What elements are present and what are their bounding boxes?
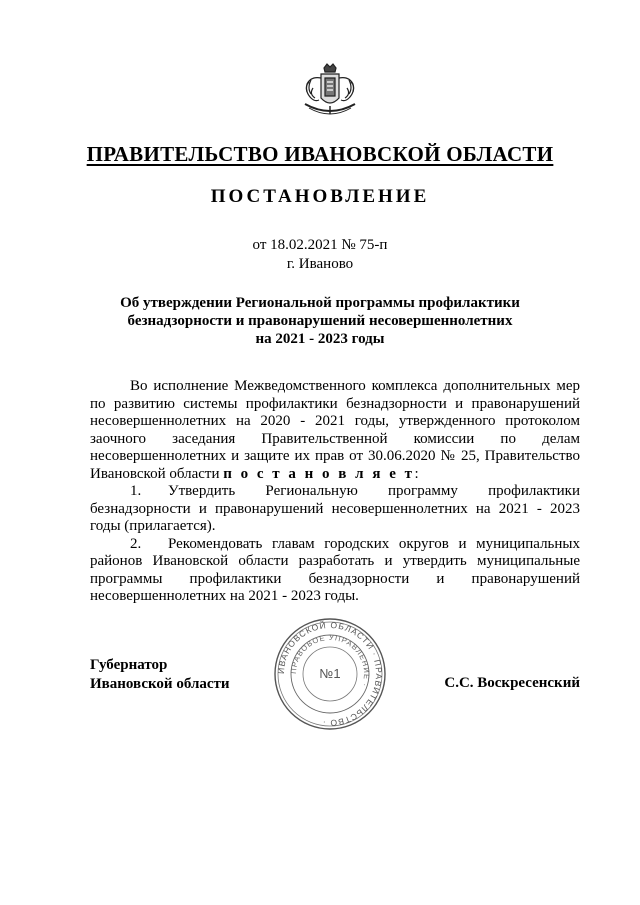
government-title: ПРАВИТЕЛЬСТВО ИВАНОВСКОЙ ОБЛАСТИ bbox=[86, 142, 554, 166]
list-item bbox=[90, 483, 580, 536]
stamp-number: №1 bbox=[319, 666, 341, 681]
city: г. Иваново bbox=[286, 256, 354, 272]
position-line: Губернатор bbox=[90, 657, 168, 673]
signatory-position bbox=[90, 656, 230, 694]
official-seal-stamp bbox=[273, 617, 387, 731]
item-text: Рекомендовать главам городских округов и муниципальных районов Ивановской области разработать и утвердить муниципальные программы профилактики безнадзорности и правонарушений несовершеннолетних на 2021 - 2023 годы. bbox=[90, 535, 580, 604]
subject-line: безнадзорности и правонарушений несовершеннолетних bbox=[127, 313, 513, 329]
signatory-name: С.С. Воскресенский bbox=[444, 675, 580, 691]
item-number: 2. bbox=[130, 535, 142, 552]
stamp-outer-text: ИВАНОВСКОЙ ОБЛАСТИ · ПРАВИТЕЛЬСТВО · bbox=[275, 619, 385, 729]
subject-line: Об утверждении Региональной программы профилактики bbox=[120, 295, 520, 311]
subject-line: на 2021 - 2023 годы bbox=[255, 331, 385, 347]
document-body bbox=[90, 378, 580, 606]
document-subject bbox=[80, 294, 560, 348]
document-type: ПОСТАНОВЛЕНИЕ bbox=[210, 186, 430, 207]
position-line: Ивановской области bbox=[90, 676, 230, 692]
stamp-inner-text: ПРАВОВОЕ УПРАВЛЕНИЕ · bbox=[288, 632, 372, 689]
decree-word: п о с т а н о в л я е т bbox=[223, 465, 415, 482]
list-item bbox=[90, 536, 580, 606]
preamble-text: Во исполнение Межведомственного комплекса дополнительных мер по развитию системы профилактики безнадзорности и правонарушений несовершеннолетних на 2020 - 2021 годы, утвержденного протоколом заочного заседания Правительственной комиссии по делам несовершеннолетних и защите их прав от 30.06.2020 № 25, Правительство Ивановской области bbox=[90, 378, 580, 482]
coat-of-arms-icon bbox=[299, 62, 361, 124]
decree-colon: : bbox=[414, 465, 419, 482]
item-number: 1. bbox=[130, 483, 142, 499]
date-number: от 18.02.2021 № 75-п bbox=[252, 237, 388, 253]
preamble-paragraph bbox=[90, 378, 580, 483]
item-text: Утвердить Региональную программу профилактики безнадзорности и правонарушений несовершеннолетних на 2021 - 2023 годы (прилагается). bbox=[90, 483, 580, 534]
